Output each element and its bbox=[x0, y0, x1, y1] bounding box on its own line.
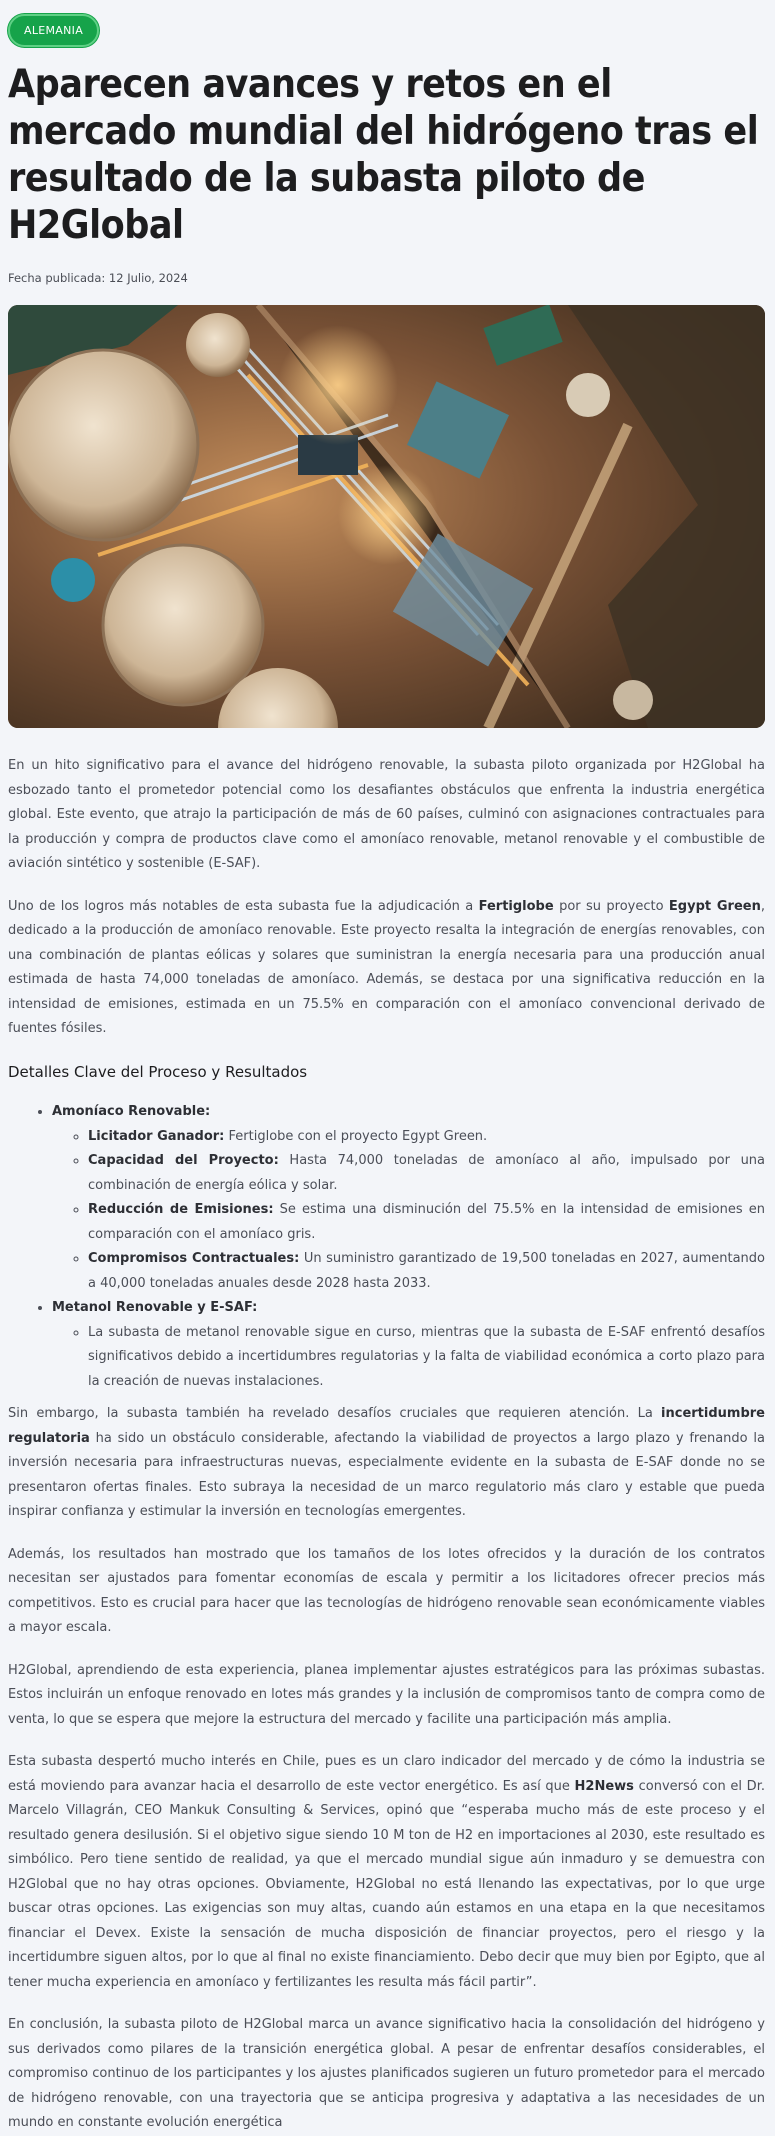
text: ha sido un obstáculo considerable, afectando la viabilidad de proyectos a largo plazo y frenando la inversión necesaria para infraestructuras nuevas, especialmente evidente en la subasta de E-SAF donde no se presentaron ofertas finales. Esto subraya la necesidad de un marco regulatorio más claro y estable que pueda inspirar confianza y estimular la inversión en tecnologías emergentes. bbox=[8, 1430, 765, 1519]
article-title: Aparecen avances y retos en el mercado mundial del hidrógeno tras el resultado de la subasta piloto de H2Global bbox=[8, 62, 759, 248]
sub-item-label: Capacidad del Proyecto: bbox=[88, 1153, 279, 1168]
list-item bbox=[52, 1296, 765, 1394]
paragraph bbox=[8, 1750, 765, 1995]
details-list bbox=[8, 1100, 765, 1394]
sub-item-text: Se estima una disminución del 75.5% en la intensidad de emisiones en comparación con el amoníaco gris. bbox=[88, 1202, 765, 1242]
section-heading: Detalles Clave del Proceso y Resultados bbox=[8, 1062, 308, 1081]
sub-list bbox=[52, 1125, 765, 1297]
sub-item-label: Compromisos Contractuales: bbox=[88, 1251, 300, 1266]
sub-list-item bbox=[88, 1125, 765, 1150]
publish-date: Fecha publicada: 12 Julio, 2024 bbox=[8, 271, 188, 285]
sub-item-text: Un suministro garantizado de 19,500 toneladas en 2027, aumentando a 40,000 toneladas anuales desde 2028 hasta 2033. bbox=[88, 1251, 765, 1291]
sub-item-text: Hasta 74,000 toneladas de amoníaco al año, impulsado por una combinación de energía eólica y solar. bbox=[88, 1153, 766, 1193]
paragraph: En un hito significativo para el avance del hidrógeno renovable, la subasta piloto organizada por H2Global ha esbozado tanto el prometedor potencial como los desafiantes obstáculos que enfrenta la industria energética global. Este evento, que atrajo la participación de más de 60 países, culminó con asignaciones contractuales para la producción y compra de productos clave como el amoníaco renovable, metanol renovable y el combustible de aviación sintético y sostenible (E-SAF). bbox=[8, 758, 765, 871]
sub-list-item bbox=[88, 1149, 765, 1198]
text: por su proyecto bbox=[553, 898, 669, 914]
hero-image bbox=[8, 305, 765, 728]
paragraph bbox=[8, 1402, 765, 1525]
sub-item-label: Reducción de Emisiones: bbox=[88, 1202, 274, 1217]
text: Esta subasta despertó mucho interés en Chile, pues es un claro indicador del mercado y de cómo la industria se está moviendo para avanzar hacia el desarrollo de este vector energético. Es así que bbox=[8, 1754, 765, 1794]
list-item bbox=[52, 1100, 765, 1296]
bold-text: incertidumbre regulatoria bbox=[8, 1406, 765, 1446]
bold-text: Egypt Green bbox=[668, 898, 761, 914]
text: Sin embargo, la subasta también ha revelado desafíos cruciales que requieren atención. La bbox=[8, 1406, 662, 1421]
sub-list-item bbox=[88, 1198, 765, 1247]
sub-item-label: Licitador Ganador: bbox=[88, 1128, 225, 1144]
sub-list-item: ◦ La subasta de metanol renovable sigue en curso, mientras que la subasta de E-SAF enfrentó desafíos significativos debido a incertidumbres regulatorias y la falta de viabilidad económica a corto plazo para la creación de nuevas instalaciones. bbox=[88, 1321, 765, 1395]
text: conversó con el Dr. Marcelo Villagrán, CEO Mankuk Consulting & Services, opinó que “esperaba mucho más de este proceso y el resultado genera desilusión. Si el objetivo sigue siendo 10 M ton de H2 en importaciones al 2030, este resultado es simbólico. Pero tiene sentido de realidad, ya que el mercado mundial sigue aún inmaduro y se demuestra con H2Global que no hay otras opciones. Obviamente, H2Global no está llenando las expectativas, por lo que urge buscar otras opciones. Las exigencias son muy altas, cuando aún estamos en una etapa en la que necesitamos financiar el Devex. Existe la sensación de mucha disposición de financiar proyectos, pero el riesgo y la incertidumbre siguen altos, por lo que al final no existe financiamiento. Debo decir que muy bien por Egipto, que al tener mucha experiencia en amoníaco y fertilizantes les resulta más fácil partir”. bbox=[8, 1778, 765, 1990]
paragraph: H2Global, aprendiendo de esta experiencia, planea implementar ajustes estratégicos para las próximas subastas. Estos incluirán un enfoque renovado en lotes más grandes y la inclusión de compromisos tanto de compra como de venta, lo que se espera que mejore la estructura del mercado y facilite una participación más amplia. bbox=[8, 1662, 765, 1727]
paragraph: Además, los resultados han mostrado que los tamaños de los lotes ofrecidos y la duración de los contratos necesitan ser ajustados para fomentar economías de escala y permitir a los licitadores ofrecer precios más competitivos. Esto es crucial para hacer que las tecnologías de hidrógeno renovable sean económicamente viables a mayor escala. bbox=[8, 1546, 765, 1635]
category-tag[interactable]: ALEMANIA bbox=[8, 14, 99, 47]
text: , dedicado a la producción de amoníaco renovable. Este proyecto resalta la integración de energías renovables, con una combinación de plantas eólicas y solares que suministran la energía necesaria para una producción anual estimada de hasta 74,000 toneladas de amoníaco. Además, se destaca por una significativa reducción en la intensidad de emisiones, estimada en un 75.5% en comparación con el amoníaco convencional derivado de fuentes fósiles. bbox=[8, 898, 765, 1036]
sub-list-item bbox=[88, 1247, 765, 1296]
paragraph: En conclusión, la subasta piloto de H2Global marca un avance significativo hacia la consolidación del hidrógeno y sus derivados como pilares de la transición energética global. A pesar de enfrentar desafíos considerables, el compromiso continuo de los participantes y los ajustes planificados sugieren un futuro prometedor para el mercado de hidrógeno renovable, con una trayectoria que se anticipa progresiva y adaptativa a las necesidades de un mundo en constante evolución energética bbox=[8, 2017, 765, 2130]
bold-text: Fertiglobe bbox=[478, 898, 554, 914]
list-item-title: Amoníaco Renovable: bbox=[52, 1104, 211, 1119]
sub-item-text: Fertiglobe con el proyecto Egypt Green. bbox=[224, 1128, 488, 1144]
bold-text: H2News bbox=[574, 1778, 634, 1794]
article-body bbox=[8, 754, 765, 2136]
paragraph bbox=[8, 895, 765, 1042]
text: Uno de los logros más notables de esta subasta fue la adjudicación a bbox=[8, 898, 479, 914]
list-item-title: Metanol Renovable y E-SAF: bbox=[52, 1300, 258, 1315]
sub-list bbox=[52, 1321, 765, 1395]
